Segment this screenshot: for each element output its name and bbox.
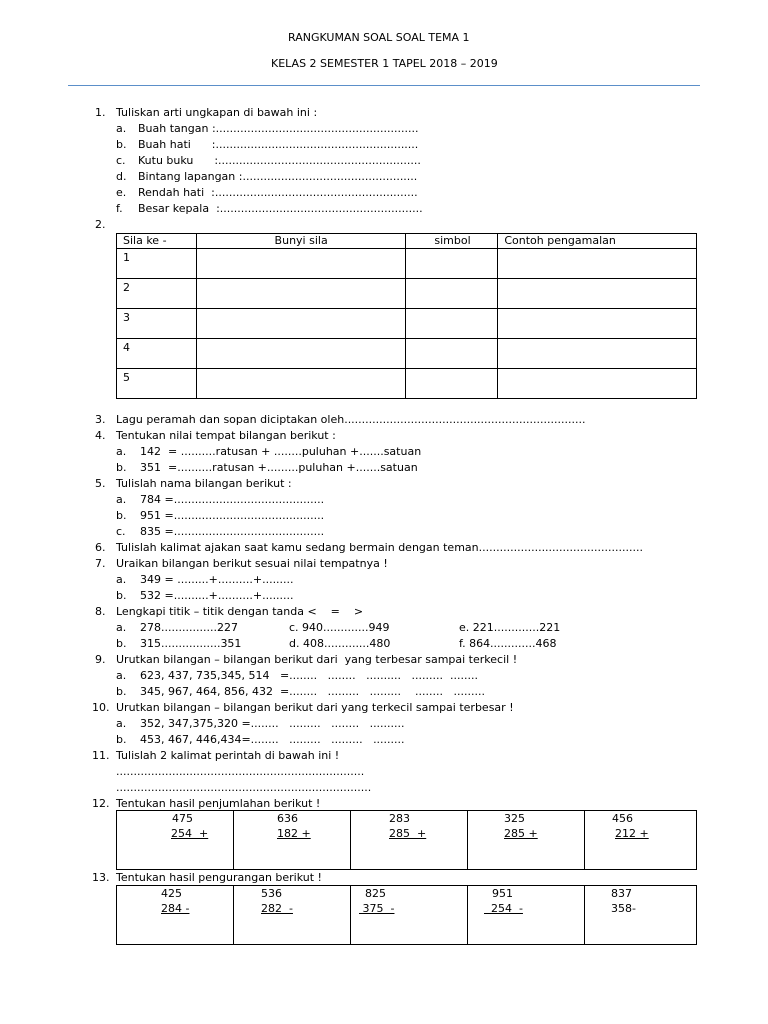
subtraction-table: [116, 885, 697, 945]
q3-number: 3.: [95, 413, 106, 426]
q9-number: 9.: [95, 653, 106, 666]
addend-bottom: 285 +: [504, 827, 538, 840]
q8-item-text: e. 221.............221: [459, 621, 561, 634]
q1-item-text: Kutu buku :..........................................................: [138, 154, 421, 167]
q8-item-text: 315.................351: [140, 637, 242, 650]
subtrahend: 284 -: [161, 902, 190, 915]
header-simbol: simbol: [406, 234, 498, 249]
q9-item-text: 345, 967, 464, 856, 432 =........ ......... ......... ........ .........: [140, 685, 485, 698]
q1-item-text: Rendah hati :..........................................................: [138, 186, 418, 199]
q12-text: Tentukan hasil penjumlahan berikut !: [116, 797, 321, 810]
row-number: 1: [117, 249, 197, 279]
table-row: [117, 369, 697, 399]
q10-item-text: 453, 467, 446,434=........ ......... ......... .........: [140, 733, 405, 746]
row-number: 5: [117, 369, 197, 399]
q12-number: 12.: [92, 797, 110, 810]
table-row: [117, 279, 697, 309]
q4-text: Tentukan nilai tempat bilangan berikut :: [116, 429, 336, 442]
blank-cell[interactable]: [196, 339, 406, 369]
table-row: [117, 249, 697, 279]
q7-item-label: a.: [116, 573, 127, 586]
q8-item-label: b.: [116, 637, 127, 650]
q11-number: 11.: [92, 749, 110, 762]
q6-text: Tulislah kalimat ajakan saat kamu sedang bermain dengan teman...............................................: [116, 541, 643, 554]
q1-item-label: f.: [116, 202, 123, 215]
blank-cell[interactable]: [498, 309, 697, 339]
blank-cell[interactable]: [196, 309, 406, 339]
addition-cell[interactable]: [468, 811, 585, 870]
addition-cell[interactable]: [351, 811, 468, 870]
addition-table: [116, 810, 697, 870]
row-number: 4: [117, 339, 197, 369]
q1-item-text: Buah hati :..........................................................: [138, 138, 419, 151]
q8-item-text: 278................227: [140, 621, 238, 634]
q2-number: 2.: [95, 218, 106, 231]
table-row: [117, 309, 697, 339]
minuend: 951: [492, 887, 513, 900]
q3-text: Lagu peramah dan sopan diciptakan oleh.....................................................................: [116, 413, 586, 426]
q1-number: 1.: [95, 106, 106, 119]
q7-item-text: 532 =..........+..........+.........: [140, 589, 294, 602]
q4-item-label: a.: [116, 445, 127, 458]
q5-text: Tulislah nama bilangan berikut :: [116, 477, 292, 490]
header-divider: [68, 85, 700, 86]
q1-item-text: Buah tangan :..........................................................: [138, 122, 419, 135]
q1-item-text: Bintang lapangan :..................................................: [138, 170, 418, 183]
q1-text: Tuliskan arti ungkapan di bawah ini :: [116, 106, 318, 119]
q5-item-text: 835 =...........................................: [140, 525, 325, 538]
q10-text: Urutkan bilangan – bilangan berikut dari yang terkecil sampai terbesar !: [116, 701, 514, 714]
q1-item-label: e.: [116, 186, 127, 199]
subtraction-cell[interactable]: [351, 886, 468, 945]
q5-item-label: a.: [116, 493, 127, 506]
minuend: 536: [261, 887, 282, 900]
minuend: 825: [365, 887, 386, 900]
addend-bottom: 212 +: [615, 827, 649, 840]
q1-item-text: Besar kepala :..........................................................: [138, 202, 423, 215]
q8-number: 8.: [95, 605, 106, 618]
document-subtitle: KELAS 2 SEMESTER 1 TAPEL 2018 – 2019: [271, 57, 498, 70]
document-title: RANGKUMAN SOAL SOAL TEMA 1: [288, 31, 470, 44]
q1-item-label: c.: [116, 154, 126, 167]
answer-line[interactable]: .........................................................................: [116, 781, 372, 794]
q4-item-text: 351 =..........ratusan +.........puluhan +.......satuan: [140, 461, 418, 474]
q8-item-label: a.: [116, 621, 127, 634]
blank-cell[interactable]: [406, 309, 498, 339]
row-number: 3: [117, 309, 197, 339]
addend-top: 636: [277, 812, 298, 825]
addend-bottom: 285 +: [389, 827, 427, 840]
q8-item-text: f. 864.............468: [459, 637, 557, 650]
q6-number: 6.: [95, 541, 106, 554]
header-bunyi-sila: Bunyi sila: [196, 234, 406, 249]
blank-cell[interactable]: [498, 339, 697, 369]
q1-item-label: d.: [116, 170, 127, 183]
subtrahend: 358-: [611, 902, 636, 915]
q7-number: 7.: [95, 557, 106, 570]
addend-top: 283: [389, 812, 410, 825]
blank-cell[interactable]: [406, 369, 498, 399]
addend-top: 475: [172, 812, 193, 825]
blank-cell[interactable]: [406, 339, 498, 369]
subtraction-cell[interactable]: [468, 886, 585, 945]
row-number: 2: [117, 279, 197, 309]
q8-text: Lengkapi titik – titik dengan tanda < = >: [116, 605, 364, 618]
q5-item-label: c.: [116, 525, 126, 538]
blank-cell[interactable]: [196, 249, 406, 279]
q9-item-label: b.: [116, 685, 127, 698]
q5-item-text: 784 =...........................................: [140, 493, 325, 506]
subtraction-cell[interactable]: [234, 886, 351, 945]
q5-item-label: b.: [116, 509, 127, 522]
q5-number: 5.: [95, 477, 106, 490]
q1-item-label: a.: [116, 122, 127, 135]
q7-item-text: 349 = .........+..........+.........: [140, 573, 294, 586]
q9-item-label: a.: [116, 669, 127, 682]
q13-text: Tentukan hasil pengurangan berikut !: [116, 871, 322, 884]
blank-cell[interactable]: [196, 369, 406, 399]
subtrahend: 375 -: [359, 902, 395, 915]
q9-item-text: 623, 437, 735,345, 514 =........ ........ .......... ......... ........: [140, 669, 478, 682]
q4-item-text: 142 = ..........ratusan + ........puluhan +.......satuan: [140, 445, 422, 458]
q11-text: Tulislah 2 kalimat perintah di bawah ini !: [116, 749, 340, 762]
header-contoh-pengamalan: Contoh pengamalan: [498, 234, 697, 249]
q8-item-text: c. 940.............949: [289, 621, 390, 634]
addition-cell[interactable]: [585, 811, 697, 870]
blank-cell[interactable]: [406, 249, 498, 279]
subtrahend: 282 -: [261, 902, 293, 915]
q10-item-label: b.: [116, 733, 127, 746]
pancasila-table: [116, 233, 697, 399]
addition-cell[interactable]: [117, 811, 234, 870]
addend-bottom: 254 +: [171, 827, 209, 840]
q7-text: Uraikan bilangan berikut sesuai nilai tempatnya !: [116, 557, 388, 570]
blank-cell[interactable]: [406, 279, 498, 309]
answer-line[interactable]: .......................................................................: [116, 765, 365, 778]
q1-item-label: b.: [116, 138, 127, 151]
table-row: [117, 339, 697, 369]
table-header-row: [117, 234, 697, 249]
q10-item-label: a.: [116, 717, 127, 730]
q9-text: Urutkan bilangan – bilangan berikut dari yang terbesar sampai terkecil !: [116, 653, 518, 666]
q10-number: 10.: [92, 701, 110, 714]
minuend: 837: [611, 887, 632, 900]
subtraction-cell[interactable]: [117, 886, 234, 945]
q4-item-label: b.: [116, 461, 127, 474]
addition-cell[interactable]: [234, 811, 351, 870]
q8-item-text: d. 408.............480: [289, 637, 391, 650]
addend-bottom: 182 +: [277, 827, 311, 840]
subtraction-cell[interactable]: [585, 886, 697, 945]
blank-cell[interactable]: [196, 279, 406, 309]
q10-item-text: 352, 347,375,320 =........ ......... ........ ..........: [140, 717, 405, 730]
q13-number: 13.: [92, 871, 110, 884]
q7-item-label: b.: [116, 589, 127, 602]
blank-cell[interactable]: [498, 279, 697, 309]
subtrahend: 254 -: [484, 902, 523, 915]
q4-number: 4.: [95, 429, 106, 442]
header-sila-ke: Sila ke -: [117, 234, 197, 249]
blank-cell[interactable]: [498, 249, 697, 279]
minuend: 425: [161, 887, 182, 900]
addend-top: 325: [504, 812, 525, 825]
addend-top: 456: [612, 812, 633, 825]
q5-item-text: 951 =...........................................: [140, 509, 325, 522]
blank-cell[interactable]: [498, 369, 697, 399]
